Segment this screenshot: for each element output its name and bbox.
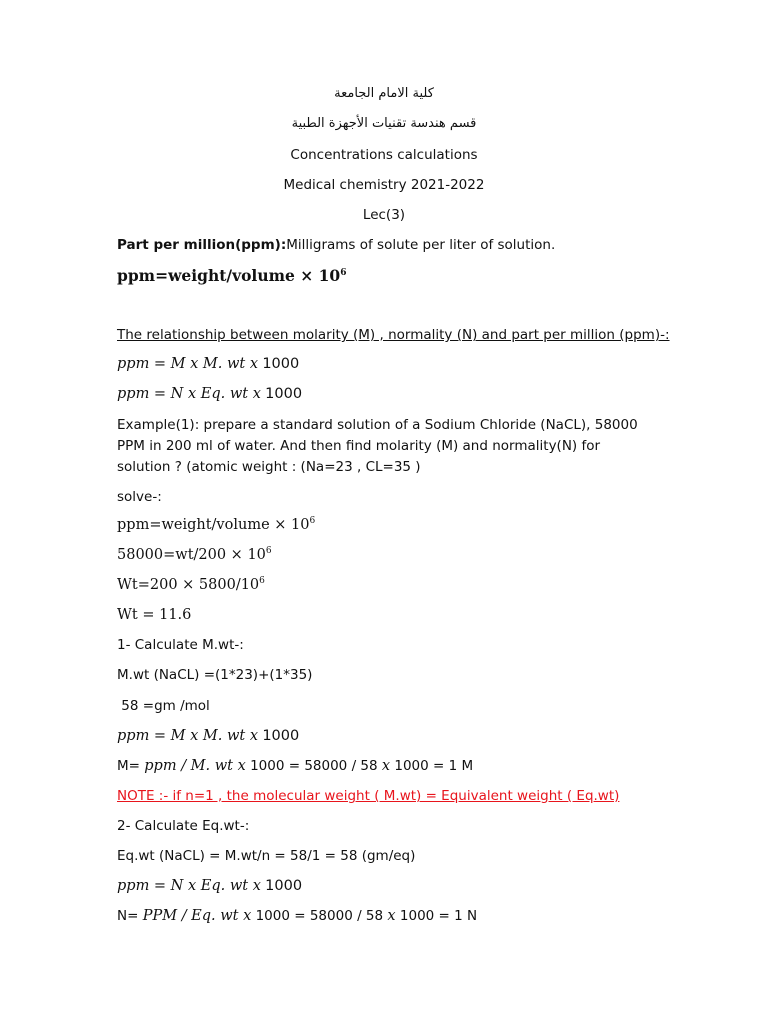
department-name: قسم هندسة تقنيات الأجهزة الطبية [291,116,477,131]
step1-molarity-math: ppm / M. wt x [144,758,246,774]
lecture-number: Lec(3) [362,207,406,223]
solve-step-1 [117,517,677,533]
relationship-eq1-num: 1000 [262,356,300,372]
solve-step-2-exponent: 6 [265,546,272,556]
relationship-eq1-math: ppm = M x M. wt x [117,356,259,372]
relationship-eq2 [117,386,677,402]
step1-molarity-x: x [381,758,391,774]
solve-step-3-exponent: 6 [259,576,265,586]
step2-normality [117,908,677,924]
relationship-eq2-num: 1000 [265,386,303,402]
relationship-heading: The relationship between molarity (M) , normality (N) and part per million (ppm)-: [117,327,670,343]
ppm-main-formula [117,266,677,285]
relationship-eq2-math: ppm = N x Eq. wt x [117,386,261,402]
step1-mwt: M.wt (NaCL) =(1*23)+(1*35) [117,667,313,683]
example-problem: Example(1): prepare a standard solution of a Sodium Chloride (NaCL), 58000 PPM in 200 ml of water. And then find molarity (M) and normality(N) for solution ? (atomic weight : (Na=23 , CL=35 ) [117,417,638,475]
solve-step-2-text: 58000=wt/200 × 10 [117,547,266,563]
ppm-main-formula-exponent: 6 [340,268,347,278]
step1-molarity [117,758,677,774]
subject-title: Concentrations calculations [290,147,478,163]
ppm-term: Part per million(ppm): [117,237,287,253]
step1-molarity-prefix: M= [117,758,140,774]
relationship-eq1 [117,356,677,372]
step1-formula-num: 1000 [262,728,300,744]
step2-normality-prefix: N= [117,908,139,924]
step2-heading: 2- Calculate Eq.wt-: [117,818,250,834]
note-equivalent-weight: NOTE :- if n=1 , the molecular weight ( M.wt) = Equivalent weight ( Eq.wt) [117,788,620,804]
ppm-definition [117,237,677,253]
step2-normality-mid: 1000 = 58000 / 58 [255,908,384,924]
ppm-main-formula-text: ppm=weight/volume × 10 [117,266,341,285]
step1-mwt-value: 58 =gm /mol [117,698,210,714]
step1-molarity-mid: 1000 = 58000 / 58 [250,758,378,774]
step2-normality-x: x [387,908,396,924]
step2-normality-result: 1000 = 1 N [399,908,478,924]
step2-formula-math: ppm = N x Eq. wt x [117,878,261,894]
step1-formula [117,728,677,744]
step2-eqwt: Eq.wt (NaCL) = M.wt/n = 58/1 = 58 (gm/eq) [117,848,416,864]
solve-step-3 [117,577,677,593]
solve-step-2 [117,547,677,563]
solve-label: solve-: [117,489,162,505]
ppm-definition-text: Milligrams of solute per liter of solution. [286,237,556,253]
step1-formula-math: ppm = M x M. wt x [117,728,259,744]
step1-heading: 1- Calculate M.wt-: [117,637,244,653]
solve-step-1-text: ppm=weight/volume × 10 [117,517,310,533]
solve-step-4: Wt = 11.6 [117,607,192,623]
step2-normality-math: PPM / Eq. wt x [142,908,252,924]
college-name: كلية الامام الجامعة [334,86,434,101]
step2-formula-num: 1000 [265,878,303,894]
solve-step-1-exponent: 6 [309,516,316,526]
step1-molarity-result: 1000 = 1 M [394,758,474,774]
course-title: Medical chemistry 2021-2022 [283,177,485,193]
solve-step-3-text: Wt=200 × 5800/10 [117,577,260,593]
step2-formula [117,878,677,894]
